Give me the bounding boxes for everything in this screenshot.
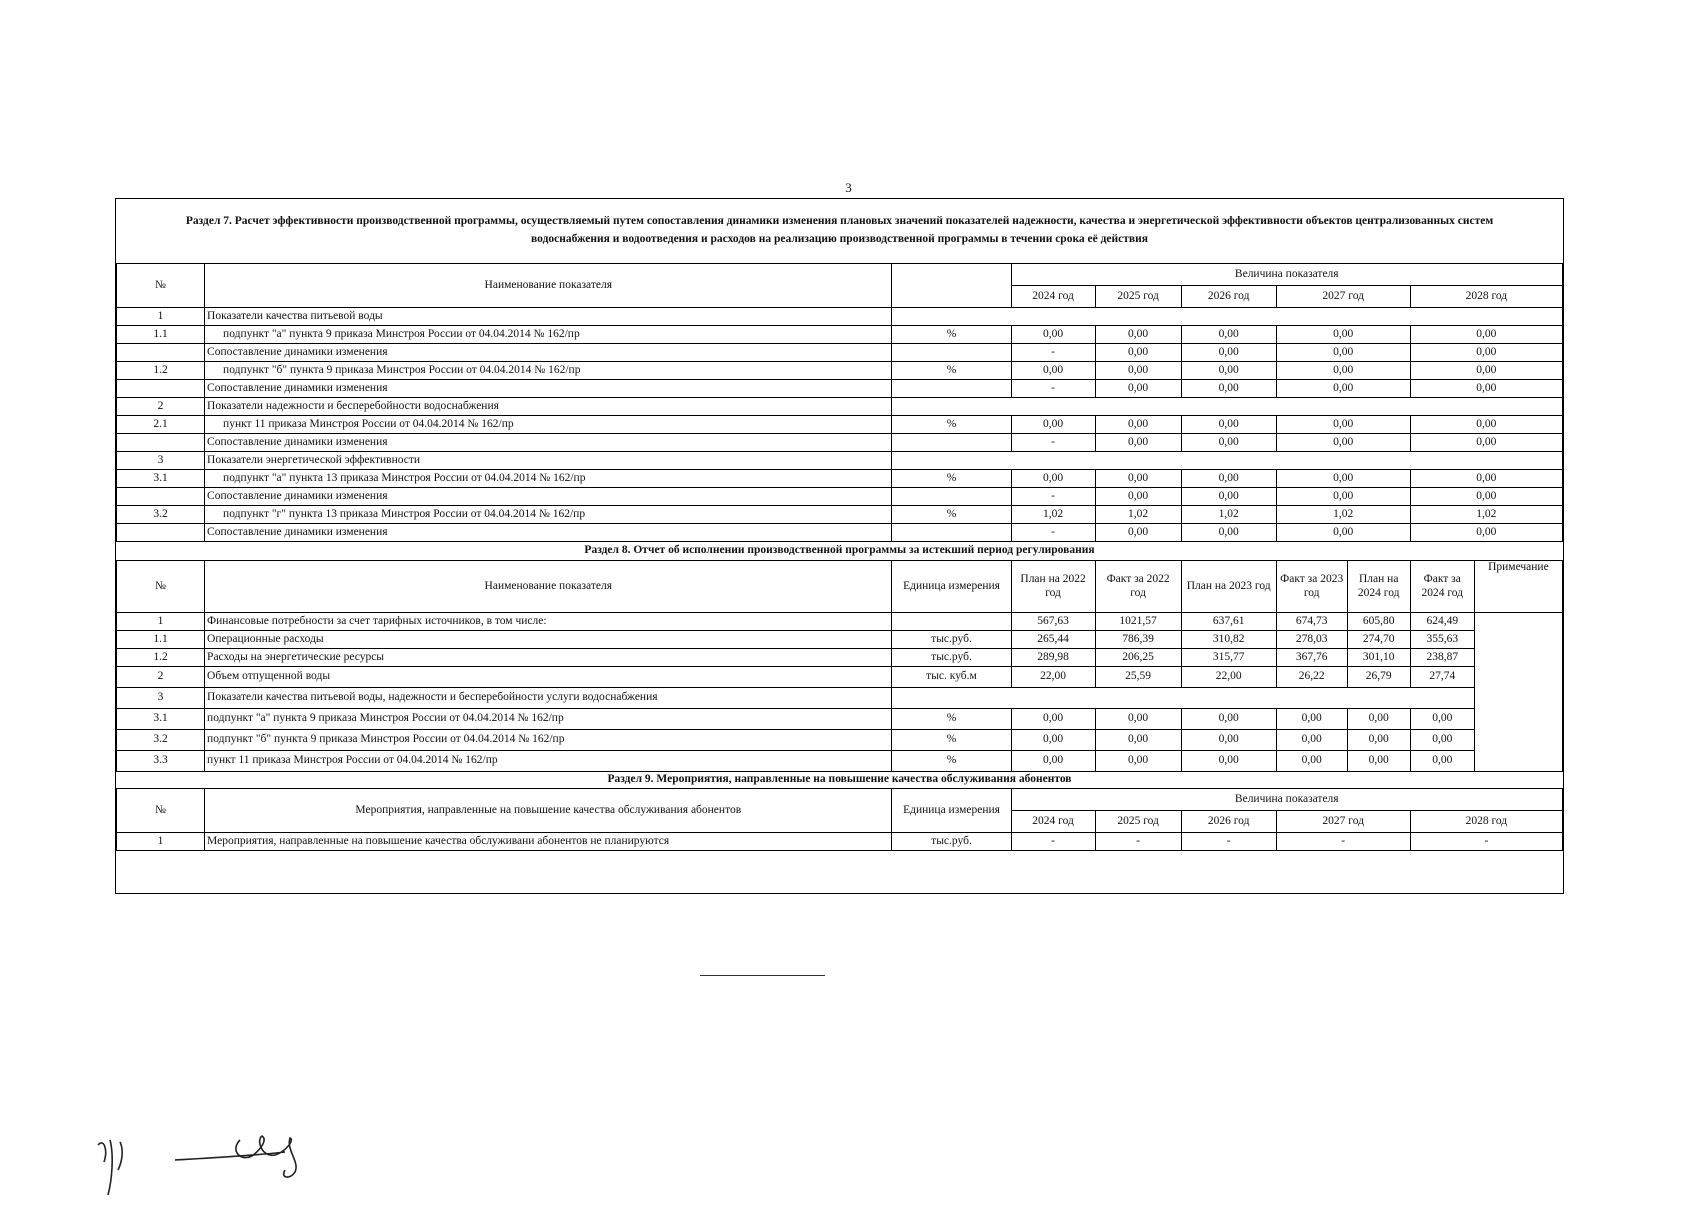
- row-value: -: [1276, 832, 1410, 850]
- row-name: Сопоставление динамики изменения: [205, 523, 892, 541]
- row-number: [117, 343, 205, 361]
- table-row: [117, 487, 1563, 505]
- row-empty: [892, 307, 1563, 325]
- row-unit: %: [892, 415, 1011, 433]
- row-value: 1021,57: [1095, 612, 1181, 630]
- s8-col-num: №: [117, 560, 205, 612]
- row-name: Мероприятия, направленные на повышение качества обслуживани абонентов не планируются: [205, 832, 892, 850]
- table-row: [117, 415, 1563, 433]
- row-unit: %: [892, 505, 1011, 523]
- row-value: 0,00: [1181, 415, 1276, 433]
- row-name: подпункт "б" пункта 9 приказа Минстроя России от 04.04.2014 № 162/пр: [205, 361, 892, 379]
- row-value: 0,00: [1011, 750, 1095, 771]
- row-value: 367,76: [1276, 648, 1347, 666]
- row-number: 1.2: [117, 361, 205, 379]
- section9-title: Раздел 9. Мероприятия, направленные на повышение качества обслуживания абонентов: [117, 771, 1563, 788]
- row-name: Сопоставление динамики изменения: [205, 433, 892, 451]
- row-value: 624,49: [1410, 612, 1474, 630]
- row-value: 1,02: [1181, 505, 1276, 523]
- row-name: подпункт "а" пункта 9 приказа Минстроя России от 04.04.2014 № 162/пр: [205, 708, 892, 729]
- row-number: 3.3: [117, 750, 205, 771]
- s9-col-unit: Единица измерения: [892, 788, 1011, 832]
- row-value: 605,80: [1347, 612, 1410, 630]
- row-number: 1: [117, 307, 205, 325]
- row-unit: тыс.руб.: [892, 648, 1011, 666]
- table-row: [117, 379, 1563, 397]
- row-value: 27,74: [1410, 666, 1474, 687]
- row-value: 0,00: [1095, 325, 1181, 343]
- row-unit: [892, 379, 1011, 397]
- table-row: [117, 307, 1563, 325]
- row-unit: %: [892, 729, 1011, 750]
- row-value: 0,00: [1276, 708, 1347, 729]
- row-unit: [892, 343, 1011, 361]
- row-name: Сопоставление динамики изменения: [205, 487, 892, 505]
- table-row: [117, 325, 1563, 343]
- row-value: 0,00: [1095, 415, 1181, 433]
- row-number: [117, 379, 205, 397]
- row-value: 0,00: [1347, 708, 1410, 729]
- s8-col-note: Примечание: [1474, 560, 1562, 612]
- row-value: 1,02: [1011, 505, 1095, 523]
- section8-title: Раздел 8. Отчет об исполнении производственной программы за истекший период регулирования: [117, 541, 1563, 560]
- table-row: [117, 750, 1563, 771]
- row-value: 0,00: [1011, 469, 1095, 487]
- signature-mark: [90, 1100, 330, 1210]
- row-value: -: [1011, 523, 1095, 541]
- row-number: 2: [117, 666, 205, 687]
- row-value: 310,82: [1181, 630, 1276, 648]
- row-value: -: [1011, 433, 1095, 451]
- row-value: 301,10: [1347, 648, 1410, 666]
- row-value: 0,00: [1410, 487, 1562, 505]
- row-number: [117, 487, 205, 505]
- s7-year-2027: 2027 год: [1276, 285, 1410, 307]
- row-number: 1: [117, 612, 205, 630]
- row-value: 0,00: [1011, 708, 1095, 729]
- row-value: 0,00: [1410, 469, 1562, 487]
- row-value: 0,00: [1276, 729, 1347, 750]
- row-name: Расходы на энергетические ресурсы: [205, 648, 892, 666]
- row-value: 0,00: [1410, 729, 1474, 750]
- report-table: [116, 199, 1563, 851]
- row-value: 0,00: [1181, 469, 1276, 487]
- row-unit: [892, 433, 1011, 451]
- row-value: 0,00: [1095, 708, 1181, 729]
- row-value: -: [1095, 832, 1181, 850]
- table-row: [117, 648, 1563, 666]
- row-number: 3.2: [117, 729, 205, 750]
- row-unit: %: [892, 708, 1011, 729]
- section7-title: Раздел 7. Расчет эффективности производственной программы, осуществляемый путем сопоставления динамики изменения плановых значений показателей надежности, качества и энергетической эффективности объектов централизованных систем водоснабжения и водоотведения и расходов на реализацию производственной программы в течении срока её действия: [117, 199, 1563, 263]
- s8-col-name: Наименование показателя: [205, 560, 892, 612]
- row-value: 567,63: [1011, 612, 1095, 630]
- table-row: [117, 397, 1563, 415]
- row-value: 26,22: [1276, 666, 1347, 687]
- s9-col-num: №: [117, 788, 205, 832]
- row-name: Показатели надежности и бесперебойности водоснабжения: [205, 397, 892, 415]
- row-name: подпункт "а" пункта 9 приказа Минстроя России от 04.04.2014 № 162/пр: [205, 325, 892, 343]
- section8-rows: [117, 612, 1563, 771]
- s9-year-2026: 2026 год: [1181, 810, 1276, 832]
- table-row: [117, 469, 1563, 487]
- table-row: [117, 343, 1563, 361]
- row-value: 0,00: [1011, 729, 1095, 750]
- s8-col-plan-2023: План на 2023 год: [1181, 560, 1276, 612]
- s9-year-2024: 2024 год: [1011, 810, 1095, 832]
- row-value: 0,00: [1095, 433, 1181, 451]
- row-name: Финансовые потребности за счет тарифных источников, в том числе:: [205, 612, 892, 630]
- s7-year-2028: 2028 год: [1410, 285, 1562, 307]
- row-number: 3: [117, 451, 205, 469]
- s8-col-plan-2024: План на 2024 год: [1347, 560, 1410, 612]
- row-number: 3.2: [117, 505, 205, 523]
- table-row: [117, 666, 1563, 687]
- row-value: 289,98: [1011, 648, 1095, 666]
- s7-col-name: Наименование показателя: [205, 263, 892, 307]
- row-value: 274,70: [1347, 630, 1410, 648]
- table-row: [117, 708, 1563, 729]
- table-row: [117, 687, 1563, 708]
- row-unit: %: [892, 750, 1011, 771]
- row-number: 2: [117, 397, 205, 415]
- row-value: 0,00: [1181, 361, 1276, 379]
- row-name: Сопоставление динамики изменения: [205, 379, 892, 397]
- s8-col-unit: Единица измерения: [892, 560, 1011, 612]
- table-row: [117, 523, 1563, 541]
- row-value: 0,00: [1410, 325, 1562, 343]
- row-value: 0,00: [1410, 415, 1562, 433]
- row-value: 0,00: [1095, 750, 1181, 771]
- s7-col-num: №: [117, 263, 205, 307]
- row-name: подпункт "а" пункта 13 приказа Минстроя России от 04.04.2014 № 162/пр: [205, 469, 892, 487]
- row-value: 0,00: [1276, 750, 1347, 771]
- row-value: 1,02: [1410, 505, 1562, 523]
- row-value: 0,00: [1276, 487, 1410, 505]
- row-value: 238,87: [1410, 648, 1474, 666]
- row-unit: %: [892, 469, 1011, 487]
- row-unit: [892, 612, 1011, 630]
- row-name: Показатели качества питьевой воды: [205, 307, 892, 325]
- row-value: 0,00: [1276, 325, 1410, 343]
- row-value: 0,00: [1011, 325, 1095, 343]
- row-value: 0,00: [1410, 343, 1562, 361]
- row-value: 355,63: [1410, 630, 1474, 648]
- row-unit: [892, 523, 1011, 541]
- row-value: 0,00: [1011, 415, 1095, 433]
- row-number: [117, 523, 205, 541]
- row-value: 0,00: [1095, 361, 1181, 379]
- row-value: 786,39: [1095, 630, 1181, 648]
- row-value: 22,00: [1011, 666, 1095, 687]
- row-value: 0,00: [1410, 379, 1562, 397]
- row-value: -: [1011, 832, 1095, 850]
- row-value: 206,25: [1095, 648, 1181, 666]
- page-number: 3: [845, 180, 852, 195]
- row-value: 0,00: [1276, 433, 1410, 451]
- row-value: 0,00: [1410, 750, 1474, 771]
- section9-rows: [117, 832, 1563, 850]
- row-number: 3.1: [117, 469, 205, 487]
- row-value: 0,00: [1095, 487, 1181, 505]
- row-value: 1,02: [1276, 505, 1410, 523]
- row-value: 315,77: [1181, 648, 1276, 666]
- s8-col-plan-2022: План на 2022 год: [1011, 560, 1095, 612]
- row-value: 0,00: [1276, 469, 1410, 487]
- s8-col-fact-2024: Факт за 2024 год: [1410, 560, 1474, 612]
- row-value: 0,00: [1181, 523, 1276, 541]
- table-row: [117, 505, 1563, 523]
- table-row: [117, 361, 1563, 379]
- row-name: Сопоставление динамики изменения: [205, 343, 892, 361]
- row-value: -: [1181, 832, 1276, 850]
- row-value: 0,00: [1276, 379, 1410, 397]
- table-row: [117, 630, 1563, 648]
- row-value: 0,00: [1095, 469, 1181, 487]
- row-number: 1.2: [117, 648, 205, 666]
- report-frame: [115, 198, 1564, 894]
- row-name: Показатели энергетической эффективности: [205, 451, 892, 469]
- row-number: 3.1: [117, 708, 205, 729]
- s8-col-fact-2022: Факт за 2022 год: [1095, 560, 1181, 612]
- row-value: 0,00: [1095, 523, 1181, 541]
- s9-year-2027: 2027 год: [1276, 810, 1410, 832]
- closing-rule: [700, 975, 825, 976]
- row-value: 0,00: [1095, 379, 1181, 397]
- s7-year-2026: 2026 год: [1181, 285, 1276, 307]
- row-number: 2.1: [117, 415, 205, 433]
- row-value: -: [1011, 487, 1095, 505]
- row-name: пункт 11 приказа Минстроя России от 04.04.2014 № 162/пр: [205, 750, 892, 771]
- s7-col-unit: [892, 263, 1011, 307]
- row-value: 0,00: [1410, 708, 1474, 729]
- row-value: 674,73: [1276, 612, 1347, 630]
- row-number: 1: [117, 832, 205, 850]
- row-value: 0,00: [1181, 487, 1276, 505]
- row-value: 0,00: [1410, 433, 1562, 451]
- s8-col-fact-2023: Факт за 2023 год: [1276, 560, 1347, 612]
- row-value: 22,00: [1181, 666, 1276, 687]
- row-value: 0,00: [1276, 361, 1410, 379]
- row-value: 637,61: [1181, 612, 1276, 630]
- row-value: 0,00: [1095, 729, 1181, 750]
- table-row: [117, 451, 1563, 469]
- row-value: 0,00: [1181, 729, 1276, 750]
- row-value: -: [1410, 832, 1562, 850]
- table-row: [117, 612, 1563, 630]
- row-name: Показатели качества питьевой воды, надежности и бесперебойности услуги водоснабжения: [205, 687, 892, 708]
- row-value: 0,00: [1347, 729, 1410, 750]
- row-value: 25,59: [1095, 666, 1181, 687]
- row-value: 0,00: [1181, 343, 1276, 361]
- row-unit: %: [892, 361, 1011, 379]
- row-value: 0,00: [1181, 433, 1276, 451]
- row-value: 265,44: [1011, 630, 1095, 648]
- row-empty: [892, 687, 1474, 708]
- row-value: 0,00: [1347, 750, 1410, 771]
- row-unit: [892, 487, 1011, 505]
- s7-year-2024: 2024 год: [1011, 285, 1095, 307]
- row-unit: %: [892, 325, 1011, 343]
- row-value: -: [1011, 343, 1095, 361]
- row-name: подпункт "б" пункта 9 приказа Минстроя России от 04.04.2014 № 162/пр: [205, 729, 892, 750]
- row-name: Объем отпущенной воды: [205, 666, 892, 687]
- row-value: 0,00: [1410, 361, 1562, 379]
- row-unit: тыс.руб.: [892, 832, 1011, 850]
- row-value: 0,00: [1181, 750, 1276, 771]
- s9-col-name: Мероприятия, направленные на повышение качества обслуживания абонентов: [205, 788, 892, 832]
- row-value: 0,00: [1276, 415, 1410, 433]
- row-value: 278,03: [1276, 630, 1347, 648]
- section7-rows: [117, 307, 1563, 541]
- row-value: 0,00: [1011, 361, 1095, 379]
- row-number: 1.1: [117, 630, 205, 648]
- row-number: 3: [117, 687, 205, 708]
- row-value: 0,00: [1181, 325, 1276, 343]
- s7-value-group: Величина показателя: [1011, 263, 1562, 285]
- row-name: пункт 11 приказа Минстроя России от 04.04.2014 № 162/пр: [205, 415, 892, 433]
- s7-year-2025: 2025 год: [1095, 285, 1181, 307]
- row-value: 0,00: [1181, 708, 1276, 729]
- row-value: -: [1011, 379, 1095, 397]
- row-empty: [892, 397, 1563, 415]
- row-value: 0,00: [1181, 379, 1276, 397]
- note-cell: [1474, 612, 1562, 771]
- s9-year-2025: 2025 год: [1095, 810, 1181, 832]
- row-unit: тыс.руб.: [892, 630, 1011, 648]
- row-value: 0,00: [1095, 343, 1181, 361]
- table-row: [117, 433, 1563, 451]
- row-value: 0,00: [1410, 523, 1562, 541]
- s9-value-group: Величина показателя: [1011, 788, 1562, 810]
- row-value: 0,00: [1276, 523, 1410, 541]
- table-row: [117, 729, 1563, 750]
- row-number: 1.1: [117, 325, 205, 343]
- row-value: 0,00: [1276, 343, 1410, 361]
- row-value: 26,79: [1347, 666, 1410, 687]
- row-number: [117, 433, 205, 451]
- row-empty: [892, 451, 1563, 469]
- table-row: [117, 832, 1563, 850]
- row-name: Операционные расходы: [205, 630, 892, 648]
- row-name: подпункт "г" пункта 13 приказа Минстроя России от 04.04.2014 № 162/пр: [205, 505, 892, 523]
- row-value: 1,02: [1095, 505, 1181, 523]
- row-unit: тыс. куб.м: [892, 666, 1011, 687]
- s9-year-2028: 2028 год: [1410, 810, 1562, 832]
